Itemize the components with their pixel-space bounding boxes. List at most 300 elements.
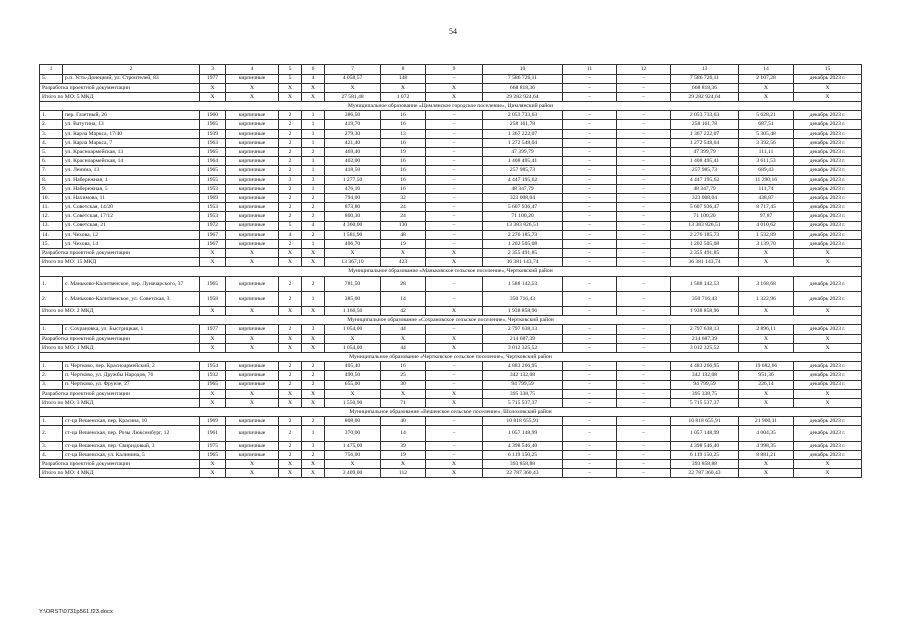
section-heading-row [40,352,862,361]
table-cell: 3 168,68 [739,276,794,291]
table-cell: 1 [302,111,325,120]
table-cell: Муниципальное образование «Вешенское сельское поселение», Шолоховский район [40,408,862,417]
table-cell: X [426,307,483,316]
table-cell: 2 [279,325,302,334]
table-cell: 1960 [200,111,226,120]
table-cell: 689,43 [739,166,794,175]
table-cell: X [426,83,483,92]
table-cell: 1 054,00 [325,325,381,334]
table-cell: 8 [381,65,426,75]
table-cell: 2 276 185,73 [483,230,563,239]
table-cell: декабрь 2023 г. [794,175,862,184]
table-cell: 94 799,59 [671,380,739,389]
table-cell: 226,14 [739,380,794,389]
table-cell: ул. Нахимова, 11 [63,193,200,202]
table-cell: 2 355 491,85 [483,249,563,258]
table-cell: 71 [381,398,426,407]
table-cell: 469,40 [325,148,381,157]
table-cell: X [739,258,794,267]
table-cell: 1 408 495,41 [671,157,739,166]
table-cell: 2 [302,148,325,157]
table-cell: 22 787 360,43 [483,469,563,478]
table-cell: X [200,92,226,101]
table-cell: 2. [40,291,63,306]
table-cell: 4 398 546,40 [483,441,563,450]
table-cell: – [563,92,617,101]
table-cell: – [426,371,483,380]
table-cell: X [794,460,862,469]
table-cell: – [563,193,617,202]
table-cell: 323 008,04 [483,193,563,202]
summary-row [40,83,862,92]
table-cell: 2 [279,157,302,166]
table-cell: 7 586 726,11 [671,74,739,83]
table-cell: X [325,334,381,343]
table-cell: – [617,157,671,166]
table-cell: кирпичные [226,276,279,291]
table-cell: 3 [302,325,325,334]
table-cell: кирпичные [226,291,279,306]
table-cell: – [563,166,617,175]
table-cell: ст-ца Вешенская, пер. Свиридовый, 3 [63,441,200,450]
table-cell: X [279,307,302,316]
table-cell: 423 [381,258,426,267]
table-cell: – [617,203,671,212]
table-row [40,417,862,426]
table-cell: 800,30 [325,212,381,221]
table-cell: X [200,389,226,398]
table-cell: – [426,175,483,184]
table-cell: 1 588 142,53 [671,276,739,291]
table-cell: 5 [279,74,302,83]
table-cell: 4 447 195,62 [483,175,563,184]
table-cell: 405,40 [325,362,381,371]
table-cell: – [426,166,483,175]
table-cell: – [426,426,483,441]
table-cell: 2 [279,120,302,129]
table-cell: декабрь 2023 г. [794,157,862,166]
table-cell: X [279,469,302,478]
table-cell: X [200,249,226,258]
table-cell: Итого по МО: 4 МКД [40,469,200,478]
table-cell: 15. [40,239,63,248]
table-cell: 3 012 325,52 [483,343,563,352]
table-cell: 14 [739,65,794,75]
table-cell: 4 483 266,95 [671,362,739,371]
table-row [40,426,862,441]
table-cell: Разработка проектной документации [40,389,200,398]
table-cell: ст-ца Вешенская, пер. Красина, 10 [63,417,200,426]
table-cell: 781,50 [325,276,381,291]
table-cell: 257 985,73 [483,166,563,175]
summary-row [40,334,862,343]
table-cell: X [739,83,794,92]
table-cell: X [226,398,279,407]
table-cell: – [617,450,671,459]
table-cell: 12. [40,212,63,221]
table-cell: кирпичные [226,417,279,426]
table-cell: – [426,203,483,212]
table-cell: 13 [381,129,426,138]
table-cell: 393 858,88 [671,460,739,469]
table-cell: 2. [40,426,63,441]
table-cell: – [617,148,671,157]
table-cell: Разработка проектной документации [40,83,200,92]
table-cell: X [226,258,279,267]
table-cell: 13 383 826,51 [671,221,739,230]
table-cell: 10 818 655,91 [483,417,563,426]
table-cell: 1 277,50 [325,175,381,184]
table-cell: 2 [279,291,302,306]
table-cell: X [200,334,226,343]
table-cell: ул. Красноармейская, 14 [63,157,200,166]
table-cell: 1 [302,426,325,441]
table-cell: – [617,74,671,83]
table-cell: 2 276 185,73 [671,230,739,239]
table-row [40,129,862,138]
table-cell: 6 119 150,25 [483,450,563,459]
table-cell: – [563,184,617,193]
table-cell: – [617,334,671,343]
table-cell: ул. Советская, 17/12 [63,212,200,221]
table-cell: X [200,343,226,352]
table-cell: 1965 [200,380,226,389]
table-cell: X [794,249,862,258]
table-cell: 3 139,70 [739,239,794,248]
table-cell: – [426,148,483,157]
table-cell: – [426,380,483,389]
table-cell: декабрь 2023 г. [794,74,862,83]
table-cell: декабрь 2023 г. [794,129,862,138]
table-row [40,120,862,129]
table-cell: X [302,343,325,352]
table-cell: – [617,398,671,407]
table-cell: 1 938 858,96 [483,307,563,316]
table-cell: – [563,371,617,380]
table-cell: кирпичные [226,111,279,120]
table-cell: Разработка проектной документации [40,334,200,343]
table-cell: 4 398 546,40 [671,441,739,450]
table-cell: 4. [40,138,63,147]
table-cell: 386,50 [325,111,381,120]
table-cell: X [739,460,794,469]
table-cell: X [426,343,483,352]
table-cell: – [617,230,671,239]
table-cell: 1965 [200,120,226,129]
table-row [40,239,862,248]
table-cell: 1 [302,157,325,166]
table-cell: 2 [279,111,302,120]
table-cell: 2 [302,380,325,389]
table-cell: X [302,398,325,407]
table-cell: – [617,291,671,306]
table-cell: X [279,249,302,258]
table-cell: 2 [279,184,302,193]
table-cell: 1963 [200,138,226,147]
table-cell: – [563,138,617,147]
table-cell: 1 202 505,08 [671,239,739,248]
table-cell: – [563,111,617,120]
table-cell: 4. [40,450,63,459]
table-cell: Итого по МО: 15 МКД [40,258,200,267]
table-cell: декабрь 2023 г. [794,230,862,239]
table-row [40,221,862,230]
table-cell: декабрь 2023 г. [794,325,862,334]
table-cell: 5 607 936,47 [671,203,739,212]
table-cell: – [563,239,617,248]
table-cell: 1 054,00 [325,343,381,352]
table-cell: ст-ца Вешенская, пер. Розы Люксембург, 12 [63,426,200,441]
table-cell: – [426,291,483,306]
table-cell: декабрь 2023 г. [794,212,862,221]
table-cell: декабрь 2023 г. [794,203,862,212]
table-cell: 32 [381,193,426,202]
table-cell: 2 [302,371,325,380]
table-cell: декабрь 2023 г. [794,148,862,157]
table-cell: 1 367 222,07 [671,129,739,138]
table-cell: 19 [381,148,426,157]
table-cell: – [617,249,671,258]
table-cell: X [381,389,426,398]
table-cell: X [794,343,862,352]
table-cell: – [563,249,617,258]
table-cell: 9 [426,65,483,75]
table-cell: X [226,334,279,343]
table-cell: – [426,362,483,371]
table-cell: 490,50 [325,371,381,380]
table-cell: 2 [279,276,302,291]
table-cell: 5. [40,148,63,157]
table-cell: 4 447 195,62 [671,175,739,184]
table-cell: X [426,258,483,267]
table-cell: 370,00 [325,426,381,441]
table-cell: X [739,389,794,398]
table-cell: 342 132,08 [483,371,563,380]
table-cell: 13 [671,65,739,75]
table-cell: 1. [40,276,63,291]
table-cell: 385,00 [325,291,381,306]
table-cell: X [226,83,279,92]
table-cell: – [563,129,617,138]
table-cell: X [739,249,794,258]
table-cell: 1964 [200,157,226,166]
table-cell: 2 797 638,13 [483,325,563,334]
summary-row [40,307,862,316]
section-heading-row [40,267,862,276]
table-row [40,212,862,221]
table-cell: – [563,398,617,407]
table-cell: декабрь 2023 г. [794,193,862,202]
table-cell: ул. Советская, 21 [63,221,200,230]
table-cell: – [563,389,617,398]
table-cell: – [426,212,483,221]
table-cell: с. Сохрановка, ул. Быстрицкая, 1 [63,325,200,334]
table-cell: – [426,111,483,120]
table-cell: – [563,258,617,267]
table-cell: 2 [279,417,302,426]
table-cell: 2 896,11 [739,325,794,334]
table-cell: 27 581,48 [325,92,381,101]
table-cell: 16 [381,111,426,120]
table-cell: – [426,74,483,83]
table-cell: 39 [381,441,426,450]
table-cell: 29 282 924,64 [483,92,563,101]
table-cell: X [302,389,325,398]
page-number: 54 [449,27,457,36]
table-row [40,276,862,291]
table-cell: – [617,129,671,138]
table-cell: кирпичные [226,221,279,230]
table-cell: 2 [279,239,302,248]
table-cell: – [563,212,617,221]
table-cell: 7. [40,166,63,175]
table-cell: 148 [381,74,426,83]
table-cell: кирпичные [226,325,279,334]
table-cell: 1965 [200,450,226,459]
table-row [40,230,862,239]
table-cell: X [279,389,302,398]
table-cell: – [563,380,617,389]
table-cell: 2. [40,120,63,129]
table-cell: 3 [200,65,226,75]
table-cell: 8 717,45 [739,203,794,212]
table-cell: 14. [40,230,63,239]
table-cell: 342 132,08 [671,371,739,380]
table-cell: 2 [279,148,302,157]
table-cell: – [617,325,671,334]
table-cell: кирпичные [226,157,279,166]
table-cell: – [426,193,483,202]
summary-row [40,92,862,101]
table-cell: 1 [302,239,325,248]
table-cell: – [617,380,671,389]
table-cell: 2 [279,371,302,380]
table-cell: – [426,221,483,230]
table-cell: 350 716,43 [483,291,563,306]
table-cell: 8 881,21 [739,450,794,459]
table-cell: 1969 [200,417,226,426]
table-cell: 3 611,53 [739,157,794,166]
table-cell: 2 [302,362,325,371]
table-cell: 16 [381,157,426,166]
table-cell: 438,87 [739,193,794,202]
table-cell: 5 [279,221,302,230]
table-row [40,175,862,184]
table-cell: 29 282 924,64 [671,92,739,101]
table-cell: X [302,469,325,478]
table-cell: 11. [40,203,63,212]
table-cell: – [617,83,671,92]
table-cell: 2 [279,212,302,221]
table-cell: X [739,469,794,478]
table-cell: ул. Ватутина, 13 [63,120,200,129]
table-cell: Муниципальное образование «Чертковское сельское поселение», Чертковский район [40,352,862,361]
table-cell: 4 998,35 [739,441,794,450]
table-cell: декабрь 2023 г. [794,417,862,426]
table-cell: 1 [302,129,325,138]
table-cell: 1 057 148,99 [671,426,739,441]
table-cell: 2 [279,166,302,175]
table-cell: 1955 [200,175,226,184]
table-cell: 19 [381,239,426,248]
table-cell: 2 [302,193,325,202]
table-cell: – [426,325,483,334]
table-cell: X [302,83,325,92]
table-cell: – [426,157,483,166]
table-cell: кирпичные [226,166,279,175]
table-cell: X [426,469,483,478]
table-cell: – [617,389,671,398]
table-row [40,325,862,334]
table-cell: 323 008,04 [671,193,739,202]
table-cell: 1961 [200,426,226,441]
table-row [40,74,862,83]
table-cell: кирпичные [226,239,279,248]
table-cell: 1 581,90 [325,230,381,239]
table-cell: 16 [381,120,426,129]
table-cell: 1958 [200,291,226,306]
table-cell: 1 272 548,04 [671,138,739,147]
table-cell: 1977 [200,74,226,83]
table-cell: – [617,362,671,371]
table-row [40,291,862,306]
table-cell: 2 [63,65,200,75]
table-cell: п. Чертково, ул. Дружбы Народов, 76 [63,371,200,380]
table-cell: ул. Чехова, 14 [63,239,200,248]
table-cell: – [563,157,617,166]
table-cell: – [617,258,671,267]
table-row [40,138,862,147]
table-cell: 40 [381,417,426,426]
table-cell: X [426,389,483,398]
table-cell: кирпичные [226,175,279,184]
column-number-row [40,65,862,75]
table-cell: кирпичные [226,148,279,157]
table-cell: кирпичные [226,371,279,380]
table-cell: 2 053 733,63 [483,111,563,120]
table-cell: 16 [381,166,426,175]
table-cell: 1954 [200,362,226,371]
table-cell: 6. [40,157,63,166]
table-cell: – [563,450,617,459]
table-cell: 94 799,59 [483,380,563,389]
table-cell: 808,00 [325,417,381,426]
table-cell: X [200,460,226,469]
table-cell: 97,87 [739,212,794,221]
table-cell: 279,30 [325,129,381,138]
table-cell: 5 715 537,37 [483,398,563,407]
table-cell: – [617,417,671,426]
section-heading-row [40,102,862,111]
table-cell: 1 938 858,96 [671,307,739,316]
table-cell: 476,10 [325,184,381,193]
table-cell: декабрь 2023 г. [794,450,862,459]
table-cell: 5 [279,65,302,75]
table-cell: 48 347,79 [483,184,563,193]
table-cell: 16 [381,138,426,147]
table-cell: 3 012 325,52 [671,343,739,352]
table-cell: 1 [40,65,63,75]
table-cell: 1 [302,138,325,147]
table-cell: 1 322,96 [739,291,794,306]
table-cell: 13. [40,221,63,230]
table-row [40,362,862,371]
table-cell: X [279,343,302,352]
table-cell: 1967 [200,239,226,248]
table-cell: 1965 [200,276,226,291]
table-cell: X [279,460,302,469]
table-cell: кирпичные [226,203,279,212]
